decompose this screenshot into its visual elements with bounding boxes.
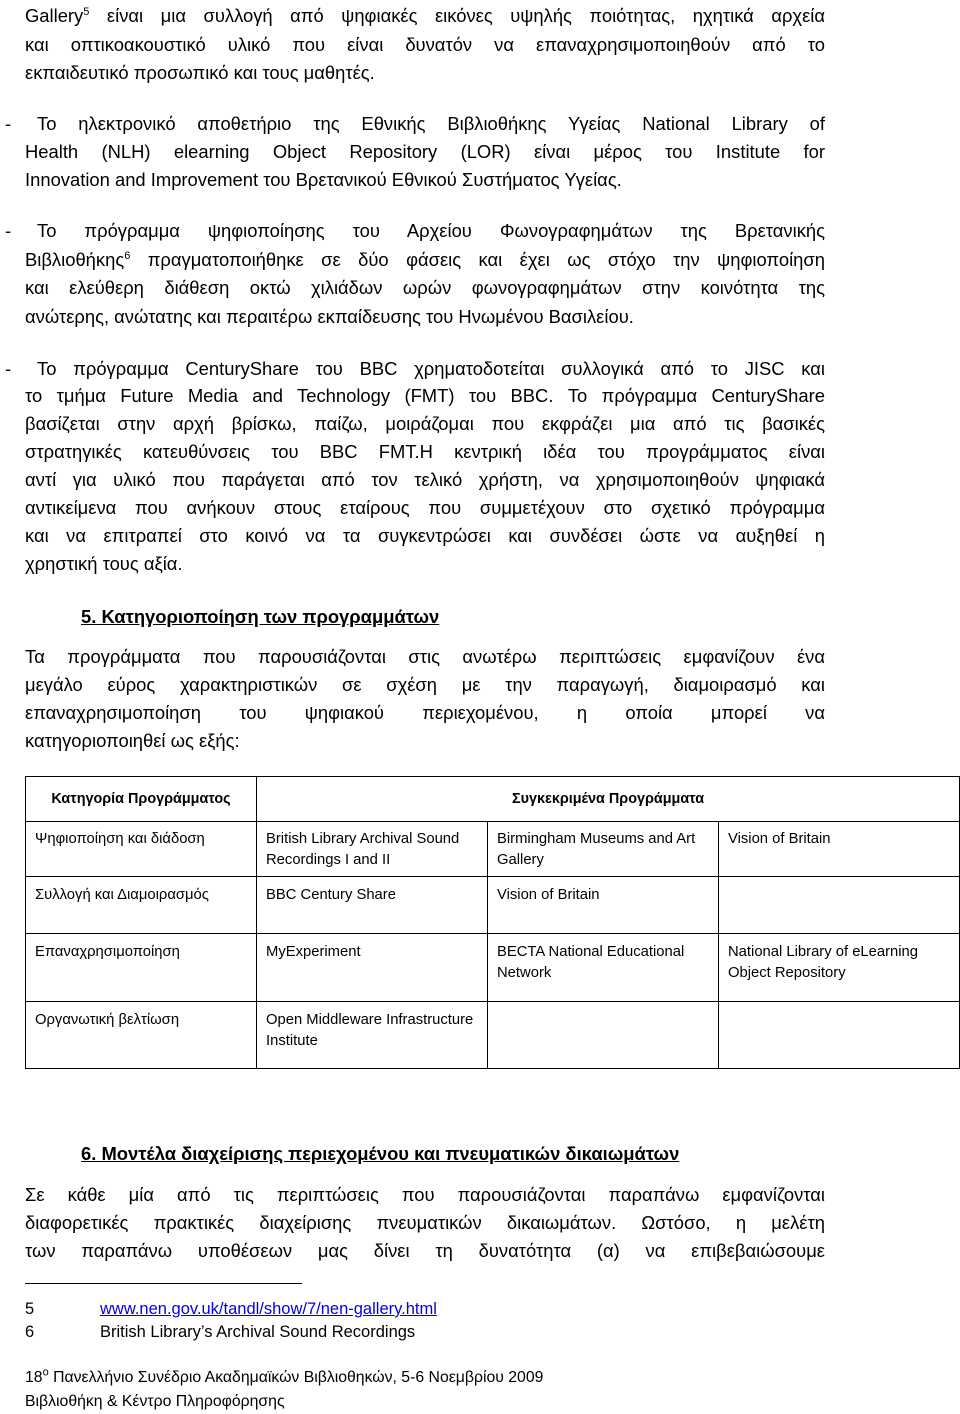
table-cell: BECTA National Educational Network — [488, 934, 719, 1002]
bbc-line-4: στρατηγικές κατευθύνσεις του BBC FMT.Η κεντρική ιδέα του προγράμματος είναι — [25, 441, 825, 462]
footnote-number: 6 — [25, 1323, 35, 1341]
footnote-5 — [25, 1299, 437, 1319]
table-cell: BBC Century Share — [257, 877, 488, 934]
table-cell: Birmingham Museums and Art Gallery — [488, 822, 719, 877]
table-cell: Οργανωτική βελτίωση — [26, 1002, 257, 1069]
table-cell — [488, 1002, 719, 1069]
table-header-category: Κατηγορία Προγράμματος — [26, 777, 257, 822]
bl-line-1: Το πρόγραμμα ψηφιοποίησης του Αρχείου Φωνογραφημάτων της Βρετανικής — [37, 220, 825, 241]
bl-line-2: Βιβλιοθήκης$^6$ πραγματοποιήθηκε σε δύο φάσεις και έχει ως στόχο την ψηφιοποίηση — [25, 249, 825, 270]
footnote-separator — [25, 1283, 302, 1284]
program-category-table — [25, 776, 960, 1069]
table-row — [26, 934, 960, 1002]
bbc-line-6: αντικείμενα που ανήκουν στους εταίρους που συμμετέχουν στο σχετικό πρόγραμμα — [25, 497, 825, 518]
table-row — [26, 822, 960, 877]
bullet-dash: - — [5, 358, 12, 379]
table-cell: British Library Archival Sound Recordings I and II — [257, 822, 488, 877]
table-cell: MyExperiment — [257, 934, 488, 1002]
bl-line-3: και ελεύθερη διάθεση οκτώ χιλιάδων ωρών φωνογραφημάτων στην κοινότητα της — [25, 277, 825, 298]
table-header-programs: Συγκεκριμένα Προγράμματα — [257, 777, 960, 822]
bbc-line-2: το τμήμα Future Media and Technology (FMT) του BBC. Το πρόγραμμα CenturyShare — [25, 385, 825, 406]
bbc-line-5: αντί για υλικό που παράγεται από τον τελικό χρήστη, να χρησιμοποιηθούν ψηφιακά — [25, 469, 825, 490]
table-cell: Επαναχρησιμοποίηση — [26, 934, 257, 1002]
bbc-line-8: χρηστική τους αξία. — [25, 553, 183, 574]
footnote-6-text: British Library’s Archival Sound Recordings — [100, 1323, 416, 1341]
table-cell: National Library of eLearning Object Repository — [719, 934, 960, 1002]
nlh-line-2: Health (NLH) elearning Object Repository (LOR) είναι μέρος του Institute for — [25, 141, 825, 162]
section-5-line-1: Τα προγράμματα που παρουσιάζονται στις ανωτέρω περιπτώσεις εμφανίζουν ένα — [25, 646, 825, 667]
section-6-line-1: Σε κάθε μία από τις περιπτώσεις που παρουσιάζονται παραπάνω εμφανίζονται — [25, 1184, 825, 1205]
table-cell — [719, 877, 960, 934]
section-5-line-4: κατηγοριοποιηθεί ως εξής: — [25, 730, 240, 751]
library-footer: Βιβλιοθήκη & Κέντρο Πληροφόρησης — [25, 1393, 285, 1410]
bullet-dash: - — [5, 220, 12, 241]
table-cell — [719, 1002, 960, 1069]
section-6-heading: 6. Μοντέλα διαχείρισης περιεχομένου και πνευματικών δικαιωμάτων — [81, 1143, 680, 1164]
table-cell: Ψηφιοποίηση και διάδοση — [26, 822, 257, 877]
footnote-5-link[interactable]: www.nen.gov.uk/tandl/show/7/nen-gallery.html — [100, 1300, 437, 1318]
section-6-line-3: των παραπάνω υποθέσεων μας δίνει τη δυνατότητα (α) να επιβεβαιώσουμε — [25, 1240, 825, 1261]
section-6-line-2: διαφορετικές πρακτικές διαχείρισης πνευματικών δικαιωμάτων. Ωστόσο, η μελέτη — [25, 1212, 825, 1233]
table-cell: Vision of Britain — [719, 822, 960, 877]
nlh-line-3: Innovation and Improvement του Βρετανικού Εθνικού Συστήματος Υγείας. — [25, 169, 622, 190]
footnote-number: 5 — [25, 1300, 35, 1318]
footnote-ref-6: 6 — [124, 249, 131, 262]
table-header-row — [26, 777, 960, 822]
bbc-line-7: και να επιτραπεί στο κοινό να τα συγκεντρώσει και συνδέσει ώστε να αυξηθεί η — [25, 525, 825, 546]
table-cell: Vision of Britain — [488, 877, 719, 934]
intro-line-1: Gallery$^5$ είναι μια συλλογή από ψηφιακές εικόνες υψηλής ποιότητας, ηχητικά αρχεία — [25, 5, 825, 26]
bl-line-4: ανώτερης, ανώτατης και περαιτέρω εκπαίδευσης του Ηνωμένου Βασιλείου. — [25, 306, 634, 327]
section-5-line-2: μεγάλο εύρος χαρακτηριστικών σε σχέση με την παραγωγή, διαμοιρασμό και — [25, 674, 825, 695]
bbc-line-3: βασίζεται στην αρχή βρίσκω, παίζω, μοιράζομαι που εκφράζει μια από τις βασικές — [25, 413, 825, 434]
intro-line-2: και οπτικοακουστικό υλικό που είναι δυνατόν να επαναχρησιμοποιηθούν από το — [25, 34, 825, 55]
footnote-6 — [25, 1322, 415, 1342]
nlh-line-1: Το ηλεκτρονικό αποθετήριο της Εθνικής Βιβλιοθήκης Υγείας National Library of — [37, 113, 825, 134]
table-row — [26, 1002, 960, 1069]
intro-line-3: εκπαιδευτικό προσωπικό και τους μαθητές. — [25, 62, 375, 83]
table-row — [26, 877, 960, 934]
section-5-heading: 5. Κατηγοριοποίηση των προγραμμάτων — [81, 606, 440, 627]
footnote-ref-5: 5 — [83, 5, 90, 18]
bullet-dash: - — [5, 113, 12, 134]
table-cell: Open Middleware Infrastructure Institute — [257, 1002, 488, 1069]
section-5-line-3: επαναχρησιμοποίηση του ψηφιακού περιεχομένου, η οποία μπορεί να — [25, 702, 825, 723]
bbc-line-1: Το πρόγραμμα CenturyShare του BBC χρηματοδοτείται συλλογικά από το JISC και — [37, 358, 825, 379]
conference-footer: $18^o$ Πανελλήνιο Συνέδριο Ακαδημαϊκών Βιβλιοθηκών, 5-6 Νοεμβρίου 2009 — [25, 1366, 544, 1386]
table-cell: Συλλογή και Διαμοιρασμός — [26, 877, 257, 934]
